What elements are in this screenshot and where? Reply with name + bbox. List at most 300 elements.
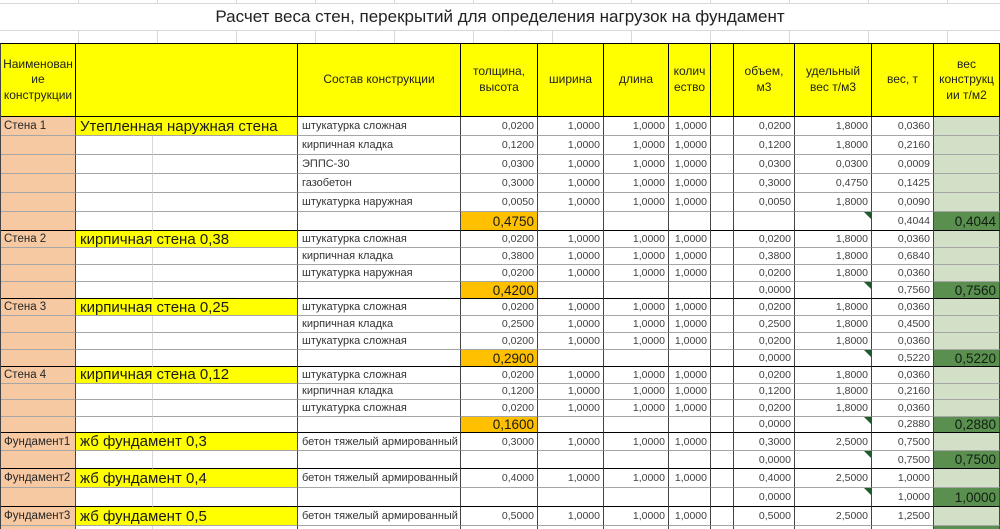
cell-density[interactable]: 1,8000 [795, 193, 872, 212]
cell-volume[interactable]: 0,2500 [734, 316, 795, 333]
cell-spacer[interactable] [711, 174, 734, 193]
cell-volume[interactable]: 0,0200 [734, 400, 795, 417]
cell-quantity[interactable]: 1,0000 [669, 265, 711, 282]
cell-volume[interactable]: 0,0050 [734, 193, 795, 212]
cell-structure-name[interactable]: жб фундамент 0,3 [76, 433, 298, 451]
cell-weight[interactable]: 0,0360 [872, 265, 934, 282]
cell-spacer[interactable] [711, 433, 734, 451]
header-density[interactable]: удельный вес т/м3 [795, 44, 872, 117]
cell-volume[interactable]: 0,3000 [734, 174, 795, 193]
cell-density[interactable]: 1,8000 [795, 299, 872, 316]
cell-volume[interactable]: 0,3800 [734, 248, 795, 265]
cell-empty[interactable] [76, 136, 153, 155]
cell-composition[interactable]: кирпичная кладка [298, 136, 461, 155]
cell-length[interactable]: 1,0000 [604, 400, 669, 417]
cell-empty[interactable] [1, 174, 76, 193]
cell-composition[interactable]: бетон тяжелый армированный [298, 507, 461, 526]
cell-density-empty[interactable] [795, 488, 872, 507]
cell-length[interactable]: 1,0000 [604, 299, 669, 316]
cell-composition[interactable]: бетон тяжелый армированный [298, 469, 461, 488]
cell-length[interactable]: 1,0000 [604, 155, 669, 174]
cell-quantity[interactable]: 1,0000 [669, 507, 711, 526]
cell-length[interactable]: 1,0000 [604, 136, 669, 155]
cell-spacer[interactable] [711, 367, 734, 384]
cell-empty[interactable] [1, 384, 76, 401]
cell-empty[interactable] [298, 282, 461, 299]
cell-length[interactable]: 1,0000 [604, 367, 669, 384]
cell-empty[interactable] [1, 400, 76, 417]
cell-empty[interactable] [153, 282, 298, 299]
cell-empty[interactable] [604, 417, 669, 434]
cell-length[interactable]: 1,0000 [604, 193, 669, 212]
cell-width[interactable]: 1,0000 [538, 400, 604, 417]
cell-thickness[interactable]: 0,3000 [461, 174, 538, 193]
cell-empty[interactable] [1, 193, 76, 212]
cell-length[interactable]: 1,0000 [604, 231, 669, 248]
cell-density[interactable]: 1,8000 [795, 333, 872, 350]
cell-structure-label[interactable]: Стена 2 [1, 231, 76, 248]
cell-width[interactable]: 1,0000 [538, 469, 604, 488]
cell-thickness[interactable]: 0,1200 [461, 384, 538, 401]
cell-spacer[interactable] [711, 265, 734, 282]
cell-empty[interactable] [604, 350, 669, 367]
cell-structure-name[interactable]: Утепленная наружная стена [76, 117, 298, 136]
cell-density[interactable]: 1,8000 [795, 400, 872, 417]
cell-weight-per-m2[interactable] [934, 231, 1000, 248]
header-width[interactable]: ширина [538, 44, 604, 117]
cell-thickness-total[interactable] [461, 451, 538, 469]
cell-volume[interactable]: 0,0200 [734, 333, 795, 350]
cell-structure-name[interactable]: кирпичная стена 0,12 [76, 367, 298, 384]
cell-thickness-total[interactable] [461, 488, 538, 507]
cell-volume[interactable]: 0,5000 [734, 507, 795, 526]
cell-empty[interactable] [1, 333, 76, 350]
cell-thickness[interactable]: 0,0200 [461, 367, 538, 384]
cell-empty[interactable] [298, 212, 461, 231]
cell-thickness[interactable]: 0,0200 [461, 231, 538, 248]
cell-weight-per-m2[interactable] [934, 316, 1000, 333]
cell-empty[interactable] [1, 136, 76, 155]
cell-quantity[interactable]: 1,0000 [669, 174, 711, 193]
cell-weight-per-m2[interactable] [934, 469, 1000, 488]
cell-spacer[interactable] [711, 417, 734, 434]
cell-empty[interactable] [538, 488, 604, 507]
cell-composition[interactable]: кирпичная кладка [298, 316, 461, 333]
cell-width[interactable]: 1,0000 [538, 384, 604, 401]
cell-empty[interactable] [1, 155, 76, 174]
cell-spacer[interactable] [711, 333, 734, 350]
cell-empty[interactable] [153, 316, 298, 333]
cell-weight[interactable]: 1,0000 [872, 469, 934, 488]
header-volume[interactable]: объем, м3 [734, 44, 795, 117]
cell-quantity[interactable]: 1,0000 [669, 155, 711, 174]
cell-thickness-total[interactable]: 0,2900 [461, 350, 538, 367]
cell-weight-total[interactable]: 1,0000 [872, 488, 934, 507]
cell-density[interactable]: 2,5000 [795, 469, 872, 488]
cell-empty[interactable] [669, 451, 711, 469]
cell-composition[interactable]: штукатурка сложная [298, 367, 461, 384]
cell-weight-per-m2-total[interactable]: 0,7560 [934, 282, 1000, 299]
cell-structure-label[interactable]: Фундамент3 [1, 507, 76, 526]
cell-empty[interactable] [153, 451, 298, 469]
cell-weight[interactable]: 0,0360 [872, 299, 934, 316]
cell-empty[interactable] [76, 350, 153, 367]
cell-spacer[interactable] [711, 248, 734, 265]
cell-spacer[interactable] [711, 384, 734, 401]
cell-empty[interactable] [538, 282, 604, 299]
cell-weight[interactable]: 0,2160 [872, 136, 934, 155]
cell-empty[interactable] [153, 265, 298, 282]
cell-empty[interactable] [153, 488, 298, 507]
cell-spacer[interactable] [711, 282, 734, 299]
cell-length[interactable]: 1,0000 [604, 507, 669, 526]
cell-thickness-total[interactable]: 0,1600 [461, 417, 538, 434]
cell-empty[interactable] [153, 174, 298, 193]
cell-empty[interactable] [669, 212, 711, 231]
cell-length[interactable]: 1,0000 [604, 248, 669, 265]
cell-spacer[interactable] [711, 469, 734, 488]
cell-empty[interactable] [76, 384, 153, 401]
cell-volume-total[interactable] [734, 212, 795, 231]
cell-weight-per-m2-total[interactable]: 0,2880 [934, 417, 1000, 434]
cell-weight-per-m2[interactable] [934, 507, 1000, 526]
cell-volume[interactable]: 0,0200 [734, 299, 795, 316]
cell-length[interactable]: 1,0000 [604, 316, 669, 333]
cell-density[interactable]: 1,8000 [795, 248, 872, 265]
cell-spacer[interactable] [711, 451, 734, 469]
cell-empty[interactable] [604, 451, 669, 469]
cell-empty[interactable] [76, 212, 153, 231]
cell-empty[interactable] [153, 248, 298, 265]
cell-density[interactable]: 0,4750 [795, 174, 872, 193]
cell-density-empty[interactable] [795, 417, 872, 434]
cell-width[interactable]: 1,0000 [538, 155, 604, 174]
cell-width[interactable]: 1,0000 [538, 174, 604, 193]
cell-weight-per-m2[interactable] [934, 299, 1000, 316]
cell-structure-name[interactable]: кирпичная стена 0,38 [76, 231, 298, 248]
cell-weight-total[interactable]: 0,7500 [872, 451, 934, 469]
cell-empty[interactable] [153, 400, 298, 417]
cell-length[interactable]: 1,0000 [604, 469, 669, 488]
cell-thickness[interactable]: 0,1200 [461, 136, 538, 155]
cell-weight-per-m2[interactable] [934, 265, 1000, 282]
cell-weight-per-m2-total[interactable]: 0,4044 [934, 212, 1000, 231]
cell-quantity[interactable]: 1,0000 [669, 400, 711, 417]
cell-weight-per-m2[interactable] [934, 248, 1000, 265]
cell-density[interactable]: 1,8000 [795, 384, 872, 401]
header-quantity[interactable]: количество [669, 44, 711, 117]
cell-thickness[interactable]: 0,0200 [461, 265, 538, 282]
cell-empty[interactable] [298, 350, 461, 367]
cell-weight[interactable]: 0,0360 [872, 333, 934, 350]
cell-volume[interactable]: 0,0200 [734, 367, 795, 384]
cell-empty[interactable] [153, 155, 298, 174]
cell-quantity[interactable]: 1,0000 [669, 316, 711, 333]
cell-empty[interactable] [604, 488, 669, 507]
cell-composition[interactable]: штукатурка наружная [298, 265, 461, 282]
cell-width[interactable]: 1,0000 [538, 316, 604, 333]
cell-weight[interactable]: 0,4500 [872, 316, 934, 333]
cell-composition[interactable]: газобетон [298, 174, 461, 193]
cell-thickness[interactable]: 0,0050 [461, 193, 538, 212]
cell-weight-per-m2[interactable] [934, 193, 1000, 212]
cell-width[interactable]: 1,0000 [538, 136, 604, 155]
cell-volume-total[interactable]: 0,0000 [734, 451, 795, 469]
cell-width[interactable]: 1,0000 [538, 433, 604, 451]
cell-composition[interactable]: штукатурка сложная [298, 333, 461, 350]
cell-density[interactable]: 1,8000 [795, 367, 872, 384]
cell-structure-name[interactable]: жб фундамент 0,5 [76, 507, 298, 526]
cell-empty[interactable] [538, 350, 604, 367]
header-structure-name[interactable]: Наименование конструкции [1, 44, 76, 117]
cell-quantity[interactable]: 1,0000 [669, 193, 711, 212]
cell-spacer[interactable] [711, 117, 734, 136]
cell-volume[interactable]: 0,1200 [734, 384, 795, 401]
cell-width[interactable]: 1,0000 [538, 265, 604, 282]
cell-quantity[interactable]: 1,0000 [669, 333, 711, 350]
cell-width[interactable]: 1,0000 [538, 117, 604, 136]
cell-empty[interactable] [669, 488, 711, 507]
cell-structure-label[interactable]: Стена 1 [1, 117, 76, 136]
cell-weight-per-m2[interactable] [934, 400, 1000, 417]
cell-spacer[interactable] [711, 212, 734, 231]
cell-density-empty[interactable] [795, 451, 872, 469]
cell-empty[interactable] [153, 136, 298, 155]
cell-empty[interactable] [669, 350, 711, 367]
cell-weight-per-m2[interactable] [934, 174, 1000, 193]
cell-empty[interactable] [1, 417, 76, 434]
cell-volume[interactable]: 0,0200 [734, 231, 795, 248]
cell-volume-total[interactable]: 0,0000 [734, 282, 795, 299]
cell-composition[interactable]: ЭППС-30 [298, 155, 461, 174]
cell-length[interactable]: 1,0000 [604, 333, 669, 350]
cell-spacer[interactable] [711, 350, 734, 367]
cell-density[interactable]: 1,8000 [795, 231, 872, 248]
cell-structure-label[interactable]: Фундамент2 [1, 469, 76, 488]
cell-weight[interactable]: 0,7500 [872, 433, 934, 451]
cell-density[interactable]: 1,8000 [795, 265, 872, 282]
header-weight[interactable]: вес, т [872, 44, 934, 117]
cell-width[interactable]: 1,0000 [538, 333, 604, 350]
cell-weight[interactable]: 0,1425 [872, 174, 934, 193]
cell-empty[interactable] [76, 451, 153, 469]
cell-width[interactable]: 1,0000 [538, 193, 604, 212]
cell-empty[interactable] [76, 265, 153, 282]
cell-empty[interactable] [1, 451, 76, 469]
cell-density-empty[interactable] [795, 282, 872, 299]
cell-empty[interactable] [76, 193, 153, 212]
cell-empty[interactable] [153, 384, 298, 401]
header-thickness[interactable]: толщина, высота [461, 44, 538, 117]
cell-spacer[interactable] [711, 193, 734, 212]
cell-thickness[interactable]: 0,0200 [461, 333, 538, 350]
cell-length[interactable]: 1,0000 [604, 174, 669, 193]
header-length[interactable]: длина [604, 44, 669, 117]
cell-structure-label[interactable]: Стена 4 [1, 367, 76, 384]
cell-empty[interactable] [604, 212, 669, 231]
cell-weight[interactable]: 0,2160 [872, 384, 934, 401]
cell-volume[interactable]: 0,4000 [734, 469, 795, 488]
cell-empty[interactable] [153, 212, 298, 231]
cell-thickness[interactable]: 0,0200 [461, 400, 538, 417]
cell-quantity[interactable]: 1,0000 [669, 117, 711, 136]
cell-composition[interactable]: штукатурка сложная [298, 231, 461, 248]
cell-volume[interactable]: 0,1200 [734, 136, 795, 155]
cell-empty[interactable] [153, 193, 298, 212]
cell-empty[interactable] [298, 451, 461, 469]
cell-weight-total[interactable]: 0,4044 [872, 212, 934, 231]
cell-spacer[interactable] [711, 507, 734, 526]
cell-width[interactable]: 1,0000 [538, 367, 604, 384]
cell-spacer[interactable] [711, 316, 734, 333]
cell-weight-per-m2-total[interactable]: 0,7500 [934, 451, 1000, 469]
cell-volume[interactable]: 0,3000 [734, 433, 795, 451]
cell-empty[interactable] [538, 451, 604, 469]
cell-length[interactable]: 1,0000 [604, 384, 669, 401]
cell-empty[interactable] [1, 282, 76, 299]
cell-width[interactable]: 1,0000 [538, 507, 604, 526]
cell-empty[interactable] [1, 265, 76, 282]
cell-length[interactable]: 1,0000 [604, 433, 669, 451]
cell-density[interactable]: 1,8000 [795, 316, 872, 333]
cell-thickness[interactable]: 0,3000 [461, 433, 538, 451]
cell-empty[interactable] [538, 212, 604, 231]
cell-structure-name[interactable]: кирпичная стена 0,25 [76, 299, 298, 316]
header-spacer[interactable] [711, 44, 734, 117]
cell-width[interactable]: 1,0000 [538, 299, 604, 316]
cell-thickness[interactable]: 0,0300 [461, 155, 538, 174]
cell-weight-total[interactable]: 0,7560 [872, 282, 934, 299]
cell-composition[interactable]: штукатурка сложная [298, 117, 461, 136]
cell-empty[interactable] [604, 282, 669, 299]
cell-weight-total[interactable]: 0,2880 [872, 417, 934, 434]
cell-weight-per-m2-total[interactable]: 0,5220 [934, 350, 1000, 367]
cell-volume-total[interactable]: 0,0000 [734, 488, 795, 507]
cell-spacer[interactable] [711, 400, 734, 417]
cell-empty[interactable] [76, 282, 153, 299]
cell-density[interactable]: 1,8000 [795, 117, 872, 136]
cell-quantity[interactable]: 1,0000 [669, 469, 711, 488]
cell-density[interactable]: 0,0300 [795, 155, 872, 174]
cell-weight-per-m2[interactable] [934, 367, 1000, 384]
cell-empty[interactable] [538, 417, 604, 434]
cell-thickness[interactable]: 0,4000 [461, 469, 538, 488]
cell-volume[interactable]: 0,0200 [734, 117, 795, 136]
cell-empty[interactable] [298, 488, 461, 507]
cell-weight[interactable]: 0,0360 [872, 117, 934, 136]
cell-spacer[interactable] [711, 231, 734, 248]
cell-weight-per-m2-total[interactable]: 1,0000 [934, 488, 1000, 507]
cell-spacer[interactable] [711, 488, 734, 507]
cell-weight[interactable]: 1,2500 [872, 507, 934, 526]
cell-weight-per-m2[interactable] [934, 155, 1000, 174]
cell-empty[interactable] [669, 282, 711, 299]
cell-volume-total[interactable]: 0,0000 [734, 350, 795, 367]
cell-empty[interactable] [76, 174, 153, 193]
cell-structure-label[interactable]: Фундамент1 [1, 433, 76, 451]
cell-empty[interactable] [1, 488, 76, 507]
cell-thickness-total[interactable]: 0,4200 [461, 282, 538, 299]
cell-empty[interactable] [1, 212, 76, 231]
cell-thickness[interactable]: 0,3800 [461, 248, 538, 265]
cell-empty[interactable] [76, 333, 153, 350]
cell-volume-total[interactable]: 0,0000 [734, 417, 795, 434]
cell-empty[interactable] [76, 400, 153, 417]
cell-empty[interactable] [1, 316, 76, 333]
cell-composition[interactable]: кирпичная кладка [298, 384, 461, 401]
cell-weight-per-m2[interactable] [934, 117, 1000, 136]
cell-weight[interactable]: 0,6840 [872, 248, 934, 265]
cell-width[interactable]: 1,0000 [538, 231, 604, 248]
cell-empty[interactable] [153, 333, 298, 350]
cell-length[interactable]: 1,0000 [604, 265, 669, 282]
cell-volume[interactable]: 0,0200 [734, 265, 795, 282]
cell-density[interactable]: 1,8000 [795, 136, 872, 155]
cell-length[interactable]: 1,0000 [604, 117, 669, 136]
header-weight-per-m2[interactable]: вес конструкции т/м2 [934, 44, 1000, 117]
cell-weight[interactable]: 0,0009 [872, 155, 934, 174]
cell-volume[interactable]: 0,0300 [734, 155, 795, 174]
cell-weight-total[interactable]: 0,5220 [872, 350, 934, 367]
cell-quantity[interactable]: 1,0000 [669, 231, 711, 248]
cell-weight[interactable]: 0,0360 [872, 400, 934, 417]
cell-structure-name[interactable]: жб фундамент 0,4 [76, 469, 298, 488]
cell-empty[interactable] [76, 417, 153, 434]
cell-density-empty[interactable] [795, 212, 872, 231]
cell-structure-label[interactable]: Стена 3 [1, 299, 76, 316]
cell-empty[interactable] [76, 155, 153, 174]
cell-quantity[interactable]: 1,0000 [669, 248, 711, 265]
cell-empty[interactable] [76, 248, 153, 265]
cell-spacer[interactable] [711, 136, 734, 155]
cell-quantity[interactable]: 1,0000 [669, 299, 711, 316]
cell-quantity[interactable]: 1,0000 [669, 136, 711, 155]
cell-thickness[interactable]: 0,2500 [461, 316, 538, 333]
cell-composition[interactable]: бетон тяжелый армированный [298, 433, 461, 451]
cell-quantity[interactable]: 1,0000 [669, 433, 711, 451]
cell-empty[interactable] [669, 417, 711, 434]
cell-composition[interactable]: штукатурка сложная [298, 299, 461, 316]
cell-thickness-total[interactable]: 0,4750 [461, 212, 538, 231]
cell-spacer[interactable] [711, 299, 734, 316]
cell-spacer[interactable] [711, 155, 734, 174]
cell-weight[interactable]: 0,0360 [872, 367, 934, 384]
cell-density[interactable]: 2,5000 [795, 507, 872, 526]
cell-empty[interactable] [298, 417, 461, 434]
header-composition[interactable]: Состав конструкции [298, 44, 461, 117]
cell-density[interactable]: 2,5000 [795, 433, 872, 451]
cell-weight-per-m2[interactable] [934, 433, 1000, 451]
cell-weight[interactable]: 0,0090 [872, 193, 934, 212]
cell-empty[interactable] [76, 488, 153, 507]
cell-thickness[interactable]: 0,0200 [461, 299, 538, 316]
cell-empty[interactable] [76, 316, 153, 333]
cell-density-empty[interactable] [795, 350, 872, 367]
cell-empty[interactable] [1, 350, 76, 367]
cell-weight-per-m2[interactable] [934, 333, 1000, 350]
cell-quantity[interactable]: 1,0000 [669, 384, 711, 401]
cell-empty[interactable] [153, 350, 298, 367]
cell-composition[interactable]: штукатурка сложная [298, 400, 461, 417]
cell-thickness[interactable]: 0,5000 [461, 507, 538, 526]
cell-weight-per-m2[interactable] [934, 384, 1000, 401]
cell-composition[interactable]: кирпичная кладка [298, 248, 461, 265]
cell-weight[interactable]: 0,0360 [872, 231, 934, 248]
cell-empty[interactable] [1, 248, 76, 265]
header-highlight[interactable] [76, 44, 298, 117]
cell-composition[interactable]: штукатурка наружная [298, 193, 461, 212]
cell-empty[interactable] [153, 417, 298, 434]
